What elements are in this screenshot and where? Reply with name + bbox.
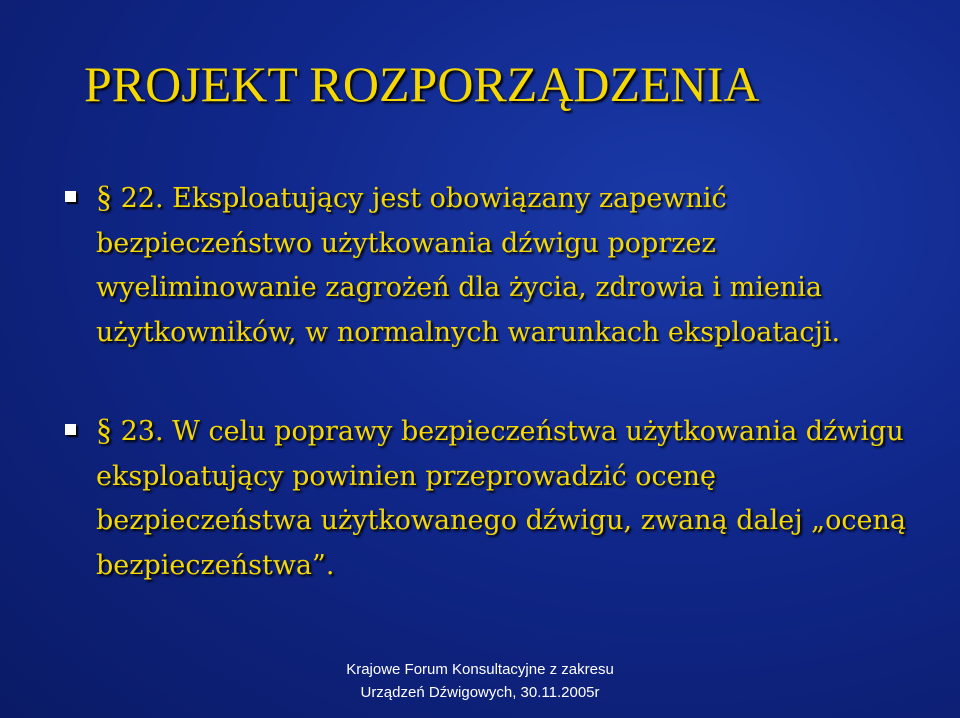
section-sign: § [96,178,112,214]
paragraph-number: 22. [120,183,164,214]
section-sign: § [96,411,112,447]
paragraph-number: 23. [120,416,164,447]
square-bullet-icon [65,191,76,202]
bullet-paragraph-23 [96,407,916,588]
slide-footer [320,658,640,704]
footer-line-2: Urządzeń Dźwigowych, 30.11.2005r [360,684,600,701]
paragraph-text: W celu poprawy bezpieczeństwa użytkowania dźwigu eksploatujący powinien przeprowadzić ocenę bezpieczeństwa użytkowanego dźwigu, zwaną dalej „oceną bezpieczeństwa”. [96,416,906,581]
square-bullet-icon [65,424,76,435]
paragraph-text: Eksploatujący jest obowiązany zapewnić bezpieczeństwo użytkowania dźwigu poprzez wyeliminowanie zagrożeń dla życia, zdrowia i mienia użytkowników, w normalnych warunkach eksploatacji. [96,183,841,348]
slide-title: PROJEKT ROZPORZĄDZENIA [84,56,760,112]
footer-line-1: Krajowe Forum Konsultacyjne z zakresu [346,661,614,678]
bullet-paragraph-22 [96,174,916,355]
